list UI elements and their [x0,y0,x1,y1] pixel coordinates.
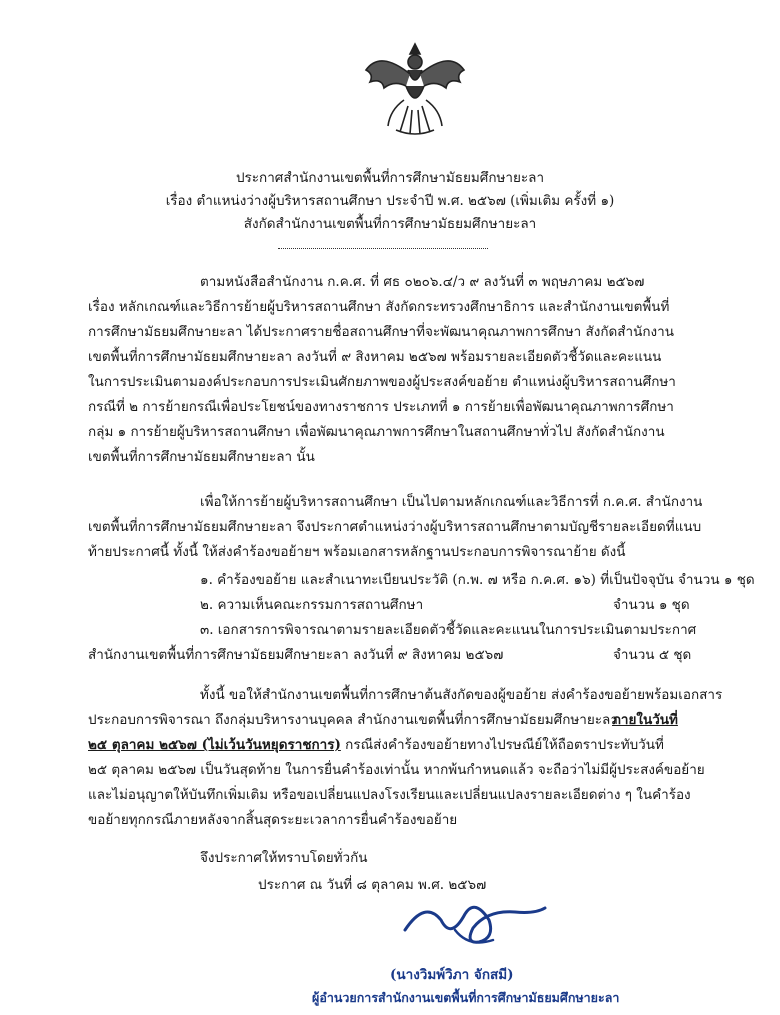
item-3-cont: สำนักงานเขตพื้นที่การศึกษามัธยมศึกษายะลา ลงวันที่ ๙ สิงหาคม ๒๕๖๗ [88,647,504,663]
garuda-emblem-icon [360,40,470,140]
item-3-qty: จำนวน ๕ ชุด [613,647,692,663]
handwritten-signature [395,890,555,960]
announcement-date: ประกาศ ณ วันที่ ๘ ตุลาคม พ.ศ. ๒๕๖๗ [258,877,487,893]
para2-line: เพื่อให้การย้ายผู้บริหารสถานศึกษา เป็นไปตามหลักเกณฑ์และวิธีการที่ ก.ค.ศ. สำนักงาน [200,494,703,510]
item-2-qty: จำนวน ๑ ชุด [613,597,690,613]
para3-line: และไม่อนุญาตให้บันทึกเพิ่มเติม หรือขอเปลี่ยนแปลงโรงเรียนและเปลี่ยนแปลงรายละเอียดต่าง ๆ ในคำร้อง [88,787,691,803]
para3-line: ทั้งนี้ ขอให้สำนักงานเขตพื้นที่การศึกษาต้นสังกัดของผู้ขอย้าย ส่งคำร้องขอย้ายพร้อมเอกสาร [200,687,723,703]
deadline-lead: ภายในวันที่ [612,712,678,728]
para1-line: เรื่อง หลักเกณฑ์และวิธีการย้ายผู้บริหารสถานศึกษา สังกัดกระทรวงศึกษาธิการ และสำนักงานเขตพื้นที่ [88,299,670,315]
para1-line: ในการประเมินตามองค์ประกอบการประเมินศักยภาพของผู้ประสงค์ขอย้าย ตำแหน่งผู้บริหารสถานศึกษา [88,374,676,390]
para1-line: กรณีที่ ๒ การย้ายกรณีเพื่อประโยชน์ของทางราชการ ประเภทที่ ๑ การย้ายเพื่อพัฒนาคุณภาพการศึกษา [88,399,674,415]
separator-dots [278,248,488,249]
para1-line: ตามหนังสือสำนักงาน ก.ค.ศ. ที่ ศธ ๐๒๐๖.๔/ว ๙ ลงวันที่ ๓ พฤษภาคม ๒๕๖๗ [200,274,645,290]
signatory-title: ผู้อำนวยการสำนักงานเขตพื้นที่การศึกษามัธยมศึกษายะลา [312,990,620,1005]
para1-line: เขตพื้นที่การศึกษามัธยมศึกษายะลา ลงวันที่ ๙ สิงหาคม ๒๕๖๗ พร้อมรายละเอียดตัวชี้วัดและคะแนน [88,349,662,365]
para1-line: การศึกษามัธยมศึกษายะลา ได้ประกาศรายชื่อสถานศึกษาที่จะพัฒนาคุณภาพการศึกษา สังกัดสำนักงาน [88,324,674,340]
header-subject: เรื่อง ตำแหน่งว่างผู้บริหารสถานศึกษา ประจำปี พ.ศ. ๒๕๖๗ (เพิ่มเติม ครั้งที่ ๑) [165,193,615,209]
para1-line: กลุ่ม ๑ การย้ายผู้บริหารสถานศึกษา เพื่อพัฒนาคุณภาพการศึกษาในสถานศึกษาทั่วไป สังกัดสำนักงาน [88,424,665,440]
para2-line: ท้ายประกาศนี้ ทั้งนี้ ให้ส่งคำร้องขอย้ายฯ พร้อมเอกสารหลักฐานประกอบการพิจารณาย้าย ดังนี้ [88,544,626,560]
deadline-date: ๒๕ ตุลาคม ๒๕๖๗ (ไม่เว้นวันหยุดราชการ) [88,737,341,753]
para3-line-3b: กรณีส่งคำร้องขอย้ายทางไปรษณีย์ให้ถือตราประทับวันที่ [340,737,664,753]
para2-line: เขตพื้นที่การศึกษามัธยมศึกษายะลา จึงประกาศตำแหน่งว่างผู้บริหารสถานศึกษาตามบัญชีรายละเอียดที่แนบ [88,519,702,535]
para3-line: ๒๕ ตุลาคม ๒๕๖๗ เป็นวันสุดท้าย ในการยื่นคำร้องเท่านั้น หากพ้นกำหนดแล้ว จะถือว่าไม่มีผู้ประสงค์ขอย้าย [88,762,705,778]
header-line-3: สังกัดสำนักงานเขตพื้นที่การศึกษามัธยมศึกษายะลา [243,216,537,232]
item-1: ๑. คำร้องขอย้าย และสำเนาทะเบียนประวัติ (ก.พ. ๗ หรือ ก.ค.ศ. ๑๖) ที่เป็นปัจจุบัน จำนวน ๑ ชุด [200,572,755,588]
para3-line: ประกอบการพิจารณา ถึงกลุ่มบริหารงานบุคคล สำนักงานเขตพื้นที่การศึกษามัธยมศึกษายะลา [88,712,618,728]
closing-statement: จึงประกาศให้ทราบโดยทั่วกัน [200,850,368,866]
header-line-1: ประกาศสำนักงานเขตพื้นที่การศึกษามัธยมศึกษายะลา [235,170,545,186]
signatory-name: (นางวิมพ์วิภา จักสมี) [390,967,514,983]
para3-line: ขอย้ายทุกกรณีภายหลังจากสิ้นสุดระยะเวลาการยื่นคำร้องขอย้าย [88,812,458,828]
item-3: ๓. เอกสารการพิจารณาตามรายละเอียดตัวชี้วัดและคะแนนในการประเมินตามประกาศ [200,622,697,638]
para3-line [88,733,664,755]
para1-line: เขตพื้นที่การศึกษามัธยมศึกษายะลา นั้น [88,449,315,465]
item-2: ๒. ความเห็นคณะกรรมการสถานศึกษา [200,597,424,613]
